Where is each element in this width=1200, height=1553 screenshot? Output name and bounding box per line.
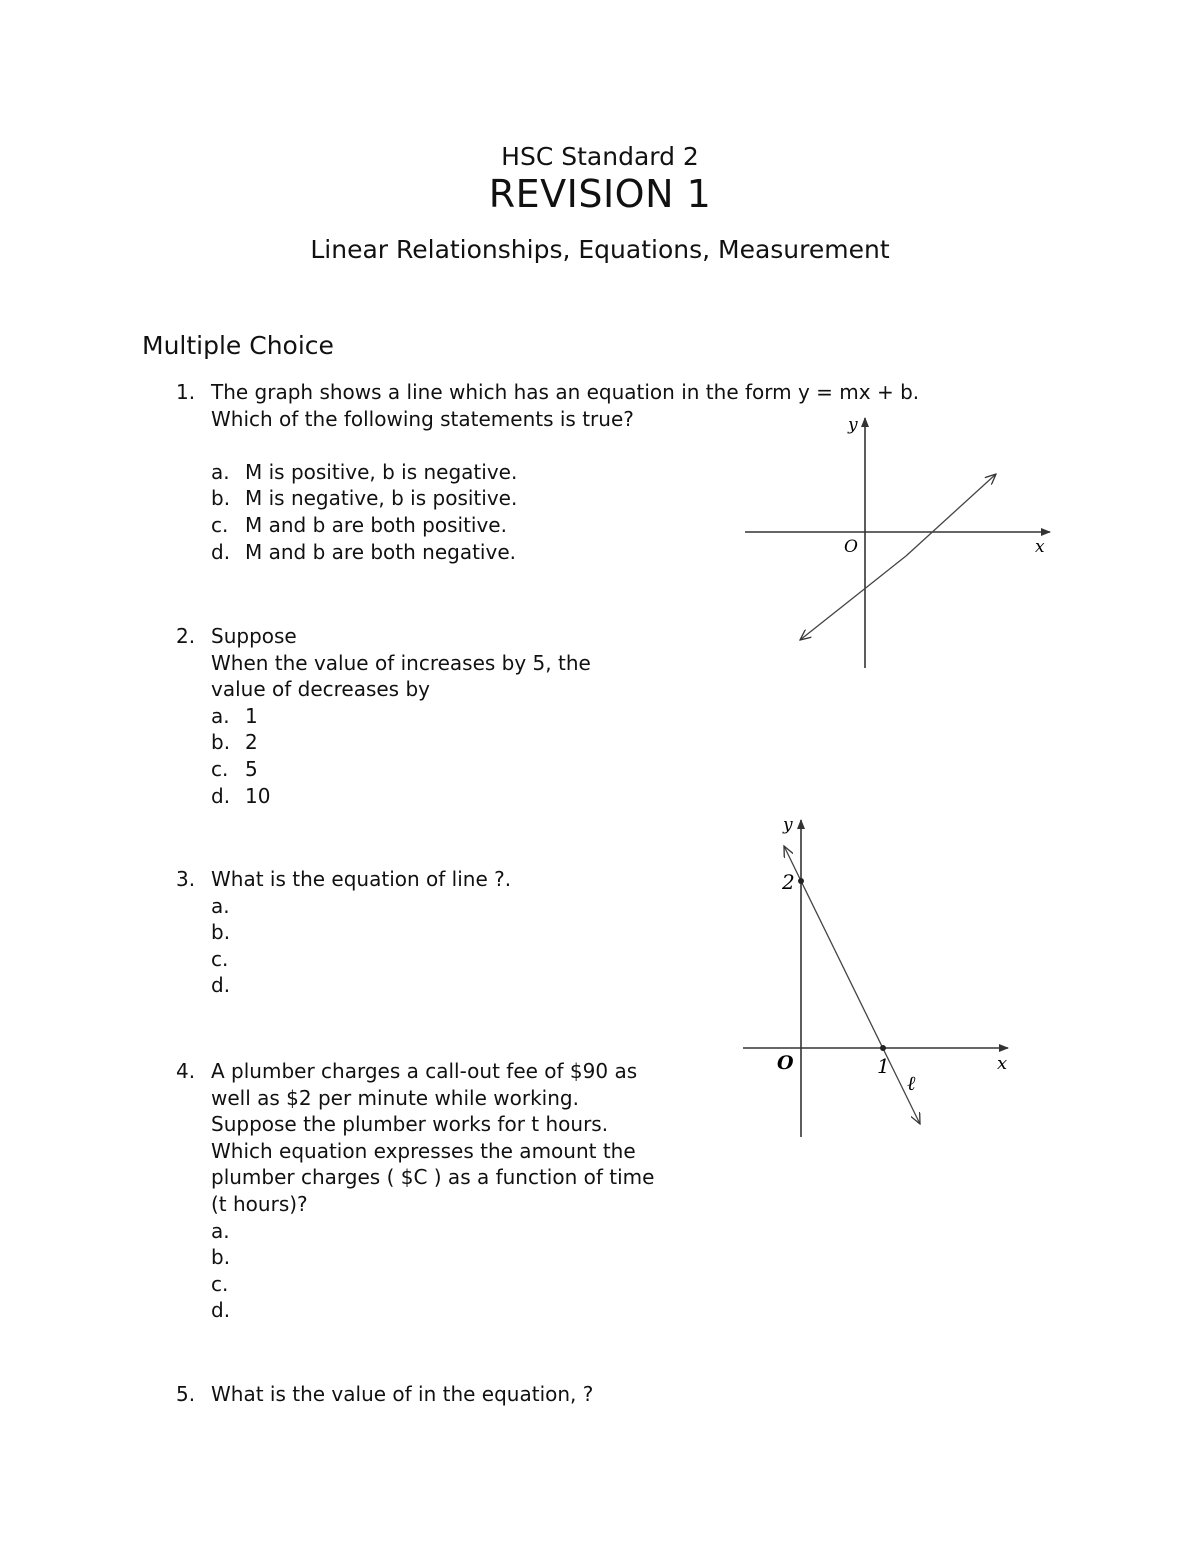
question-text-line: Which equation expresses the amount the	[211, 1138, 636, 1163]
answer-option[interactable]	[211, 756, 591, 783]
question-text-line: value of decreases by	[211, 677, 430, 702]
option-letter: c.	[211, 1271, 229, 1296]
answer-option[interactable]	[211, 1297, 654, 1324]
option-letter: b.	[211, 486, 231, 511]
option-letter: c.	[211, 512, 229, 537]
x-intercept-label: 1	[877, 1054, 890, 1078]
option-text: 10	[245, 783, 271, 808]
graph-line	[800, 556, 906, 640]
y-intercept-point	[798, 878, 804, 884]
section-heading: Multiple Choice	[142, 331, 334, 360]
answer-option[interactable]	[211, 919, 511, 946]
question-number: 4.	[176, 1059, 196, 1083]
line-label: ℓ	[907, 1071, 916, 1095]
option-text: M and b are both positive.	[245, 512, 507, 537]
question-text-line: Which of the following statements is true?	[211, 406, 634, 431]
question-text-line: The graph shows a line which has an equation in the form y = mx + b.	[211, 380, 920, 404]
question-text-line: Suppose	[211, 624, 297, 648]
option-letter: d.	[211, 973, 231, 998]
option-letter: c.	[211, 756, 229, 781]
question-text-line: What is the equation of line ?.	[211, 867, 512, 891]
document-subtitle: HSC Standard 2	[501, 142, 699, 171]
option-letter: d.	[211, 1298, 231, 1323]
answer-option[interactable]	[211, 783, 591, 810]
document-topics: Linear Relationships, Equations, Measurement	[310, 235, 890, 264]
question-text-line: (t hours)?	[211, 1191, 308, 1216]
answer-option[interactable]	[211, 1244, 654, 1271]
x-axis-label: x	[997, 1053, 1008, 1074]
origin-label: O	[777, 1052, 794, 1074]
option-letter: d.	[211, 539, 231, 564]
y-axis-label: y	[848, 415, 858, 435]
option-letter: a.	[211, 703, 230, 728]
question-number: 2.	[176, 624, 196, 648]
option-letter: a.	[211, 459, 230, 484]
question-number: 3.	[176, 867, 196, 891]
question-text-line: A plumber charges a call-out fee of $90 as	[211, 1059, 638, 1083]
document-title: REVISION 1	[488, 172, 712, 216]
graph-line	[801, 881, 920, 1124]
option-letter: b.	[211, 920, 231, 945]
x-axis-label: x	[1035, 537, 1045, 557]
y-axis-label: y	[783, 815, 793, 835]
graph-line	[906, 474, 996, 556]
question-number: 1.	[176, 380, 196, 404]
option-text: M is negative, b is positive.	[245, 486, 518, 511]
option-text: 5	[245, 756, 258, 781]
option-text: 2	[245, 730, 258, 755]
y-intercept-label: 2	[782, 870, 795, 894]
answer-option[interactable]	[211, 893, 511, 920]
option-text: M is positive, b is negative.	[245, 459, 518, 484]
answer-option[interactable]	[211, 703, 591, 730]
question-number: 5.	[176, 1382, 196, 1406]
origin-label: O	[844, 537, 858, 557]
question-text-line: plumber charges ( $C ) as a function of time	[211, 1165, 655, 1190]
question-text-line: Suppose the plumber works for t hours.	[211, 1112, 609, 1137]
option-letter: b.	[211, 730, 231, 755]
option-letter: d.	[211, 783, 231, 808]
answer-option[interactable]	[211, 946, 511, 973]
question-text-line: What is the value of in the equation, ?	[211, 1382, 594, 1406]
graph-2	[740, 812, 1040, 1142]
question-text-line: well as $2 per minute while working.	[211, 1085, 579, 1110]
answer-option[interactable]	[211, 729, 591, 756]
option-letter: c.	[211, 946, 229, 971]
answer-option[interactable]	[211, 1218, 654, 1245]
option-letter: a.	[211, 1218, 230, 1243]
option-text: M and b are both negative.	[245, 539, 516, 564]
x-intercept-point	[880, 1045, 886, 1051]
answer-option[interactable]	[211, 1271, 654, 1298]
option-letter: a.	[211, 893, 230, 918]
option-text: 1	[245, 703, 258, 728]
option-letter: b.	[211, 1245, 231, 1270]
answer-option[interactable]	[211, 972, 511, 999]
graph-1	[740, 410, 1060, 675]
question-text-line: When the value of increases by 5, the	[211, 650, 591, 675]
